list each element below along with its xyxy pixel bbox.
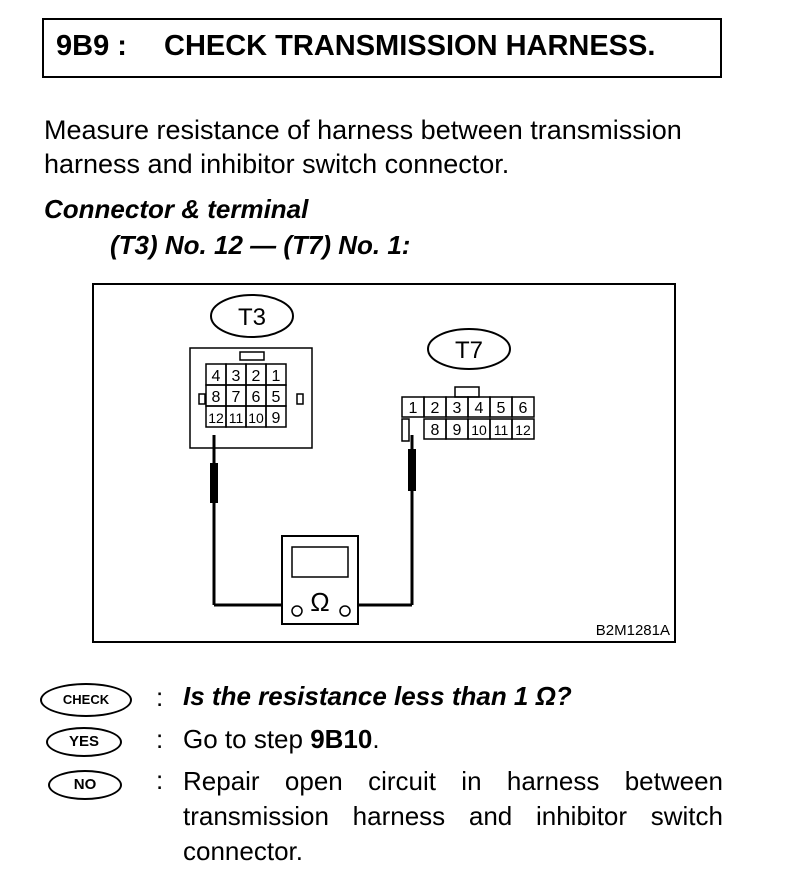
t3-terminal-10 <box>246 406 266 427</box>
t3-connector <box>190 348 312 448</box>
t3-terminal-3 <box>226 364 246 385</box>
connector-spec: (T3) No. 12 — (T7) No. 1: <box>110 230 411 260</box>
svg-text:7: 7 <box>231 389 241 406</box>
svg-text:1: 1 <box>271 368 281 385</box>
svg-text:9: 9 <box>271 410 281 427</box>
yes-colon: : <box>156 724 164 754</box>
t7-terminal-8 <box>424 419 446 439</box>
t3-terminal-5 <box>266 385 286 406</box>
svg-text:1: 1 <box>408 400 418 417</box>
t3-terminal-2 <box>246 364 266 385</box>
svg-text:9: 9 <box>452 422 462 439</box>
t7-terminal-3 <box>446 397 468 417</box>
t3-label <box>211 295 293 337</box>
check-colon: : <box>156 682 164 712</box>
diagram-svg <box>94 285 674 641</box>
step-header-box <box>42 18 722 78</box>
ohmmeter <box>282 536 358 624</box>
t7-terminal-1 <box>402 397 424 417</box>
instruction-text: Measure resistance of harness between transmission harness and inhibitor switch connector. <box>44 115 682 179</box>
t7-terminal-9 <box>446 419 468 439</box>
svg-text:5: 5 <box>496 400 506 417</box>
no-text: Repair open circuit in harness between transmission harness and inhibitor switch connector. <box>183 766 723 866</box>
connector-heading: Connector & terminal <box>44 194 309 224</box>
svg-text:12: 12 <box>208 410 224 426</box>
svg-text:10: 10 <box>471 422 487 438</box>
t3-terminal-7 <box>226 385 246 406</box>
figure-code: B2M1281A <box>595 622 670 639</box>
svg-text:12: 12 <box>515 422 531 438</box>
check-question: Is the resistance less than 1 Ω? <box>183 681 572 711</box>
svg-text:4: 4 <box>211 368 221 385</box>
yes-target-step: 9B10 <box>310 724 373 754</box>
svg-text:10: 10 <box>248 410 264 426</box>
step-id: 9B9 : <box>56 30 127 62</box>
step-title: CHECK TRANSMISSION HARNESS. <box>164 30 656 62</box>
svg-text:11: 11 <box>228 410 244 426</box>
svg-text:T7: T7 <box>454 337 484 364</box>
svg-text:2: 2 <box>430 400 440 417</box>
no-colon: : <box>156 765 164 795</box>
yes-text: Go to step 9B10. <box>183 724 380 754</box>
t7-terminal-2 <box>424 397 446 417</box>
t3-terminal-12 <box>206 406 226 427</box>
svg-text:2: 2 <box>251 368 261 385</box>
wiring-diagram <box>92 283 676 643</box>
t3-terminal-9 <box>266 406 286 427</box>
t7-terminal-6 <box>512 397 534 417</box>
t3-terminal-6 <box>246 385 266 406</box>
t3-terminal-4 <box>206 364 226 385</box>
svg-text:8: 8 <box>430 422 440 439</box>
t3-terminal-1 <box>266 364 286 385</box>
svg-text:5: 5 <box>271 389 281 406</box>
svg-text:6: 6 <box>518 400 528 417</box>
t7-terminal-5 <box>490 397 512 417</box>
t7-connector <box>402 387 534 441</box>
svg-text:3: 3 <box>231 368 241 385</box>
svg-text:T3: T3 <box>237 304 267 331</box>
svg-text:4: 4 <box>474 400 484 417</box>
t3-terminal-11 <box>226 406 246 427</box>
t7-terminal-12 <box>512 419 534 439</box>
t7-terminal-4 <box>468 397 490 417</box>
svg-text:11: 11 <box>493 422 509 438</box>
t7-terminal-10 <box>468 419 490 439</box>
svg-text:6: 6 <box>251 389 261 406</box>
svg-text:3: 3 <box>452 400 462 417</box>
yes-badge: YES <box>46 727 122 757</box>
check-badge: CHECK <box>40 683 132 717</box>
t7-terminal-11 <box>490 419 512 439</box>
t3-terminal-8 <box>206 385 226 406</box>
svg-text:Ω: Ω <box>310 587 330 617</box>
no-badge: NO <box>48 770 122 800</box>
t7-label <box>428 329 510 369</box>
svg-text:8: 8 <box>211 389 221 406</box>
